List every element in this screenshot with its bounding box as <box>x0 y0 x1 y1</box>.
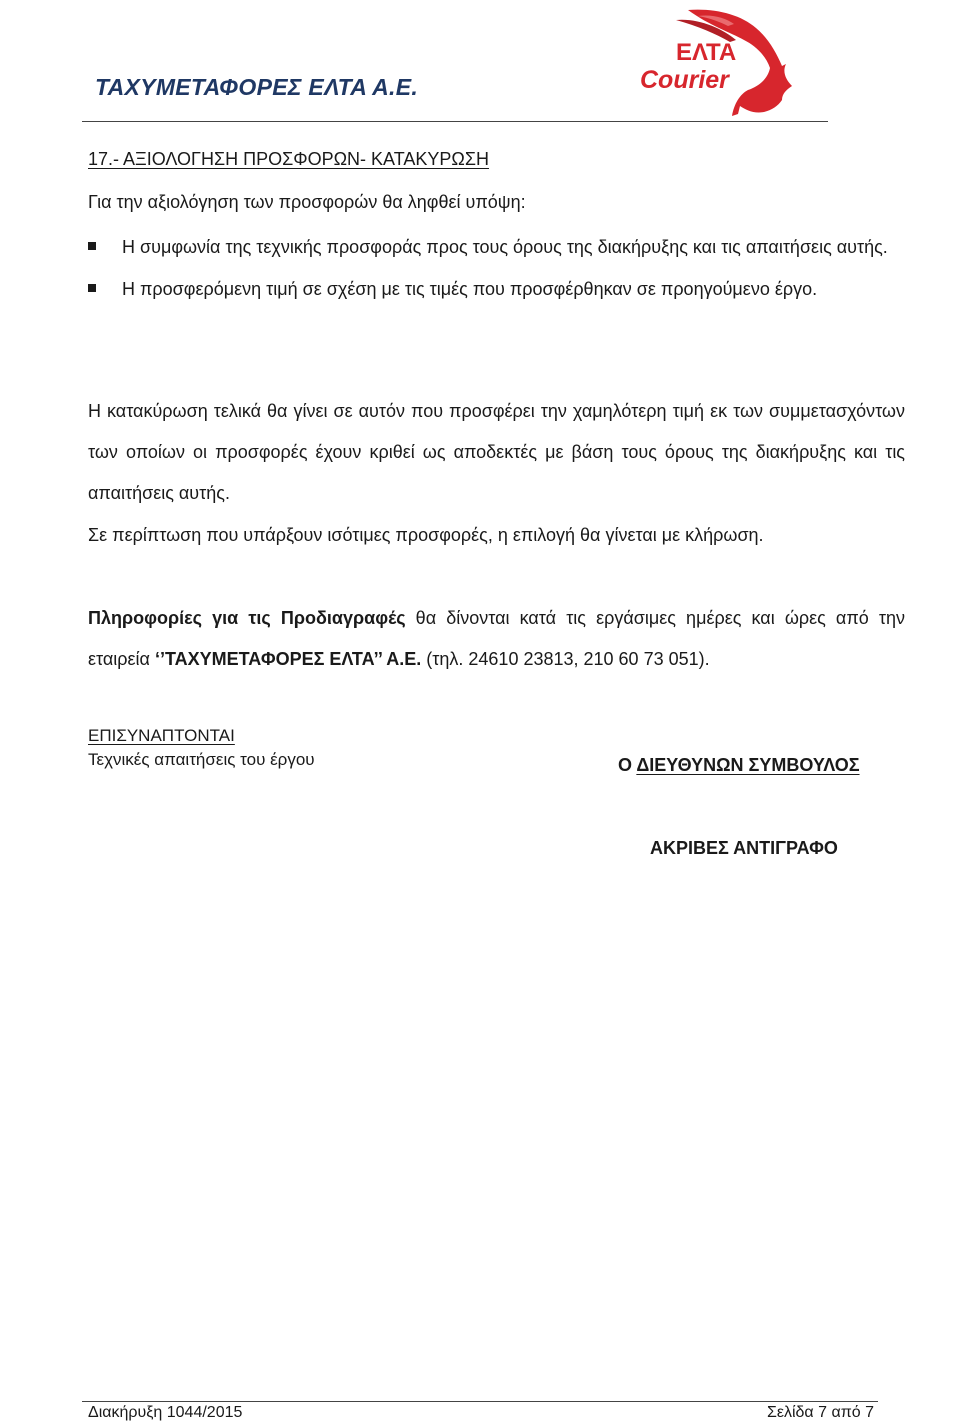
attachments-heading: ΕΠΙΣΥΝΑΠΤΟΝΤΑΙ <box>88 726 235 745</box>
footer-page-number: Σελίδα 7 από 7 <box>766 1404 874 1421</box>
list-item-text: Η συμφωνία της τεχνικής προσφοράς προς τους όρους της διακήρυξης και τις απαιτήσεις αυτής. <box>122 237 888 257</box>
info-bold-lead: Πληροφορίες για τις Προδιαγραφές <box>88 608 406 628</box>
list-item <box>88 268 905 310</box>
section-title: 17.- ΑΞΙΟΛΟΓΗΣΗ ΠΡΟΣΦΟΡΩΝ- ΚΑΤΑΚΥΡΩΣΗ <box>88 149 489 169</box>
certified-copy-label: ΑΚΡΙΒΕΣ ΑΝΤΙΓΡΑΦΟ <box>650 838 838 858</box>
signature-role-prefix: Ο <box>618 755 637 775</box>
info-text-1: θα δίνονται κατά τις εργάσιμες ημέρες και ώρες από την εταιρεία <box>88 608 906 669</box>
signature-role <box>618 755 860 776</box>
square-bullet-icon <box>88 242 96 250</box>
info-text-2: (τηλ. 24610 23813, 210 60 73 051). <box>421 649 710 669</box>
header-company-title: ΤΑΧΥΜΕΤΑΦΟΡΕΣ ΕΛΤΑ Α.Ε. <box>95 74 419 100</box>
elta-courier-logo <box>636 6 804 118</box>
logo-text-courier: Courier <box>640 66 729 94</box>
header-divider <box>82 121 828 122</box>
logo-text-elta: ΕΛΤΑ <box>676 39 737 66</box>
intro-text: Για την αξιολόγηση των προσφορών θα ληφθεί υπόψη: <box>88 192 526 212</box>
footer-document-ref: Διακήρυξη 1044/2015 <box>88 1404 243 1421</box>
award-paragraph: Η κατακύρωση τελικά θα γίνει σε αυτόν που προσφέρει την χαμηλότερη τιμή εκ των συμμετασχόντων των οποίων οι προσφορές έχουν κριθεί ως αποδεκτές με βάση τους όρους της διακήρυξης και τις απαιτήσεις αυτής. <box>88 401 905 503</box>
list-item <box>88 226 905 268</box>
square-bullet-icon <box>88 284 96 292</box>
attachments-item: Τεχνικές απαιτήσεις του έργου <box>88 750 315 769</box>
info-paragraph <box>88 598 905 680</box>
list-item-text: Η προσφερόμενη τιμή σε σχέση με τις τιμές που προσφέρθηκαν σε προηγούμενο έργο. <box>122 279 818 299</box>
criteria-list <box>88 226 905 310</box>
tie-paragraph: Σε περίπτωση που υπάρξουν ισότιμες προσφορές, η επιλογή θα γίνεται με κλήρωση. <box>88 525 764 545</box>
info-company-name: ‘’ΤΑΧΥΜΕΤΑΦΟΡΕΣ ΕΛΤΑ’’ Α.Ε. <box>154 649 422 669</box>
signature-role-title: ΔΙΕΥΘΥΝΩΝ ΣΥΜΒΟΥΛΟΣ <box>636 755 860 775</box>
footer-divider <box>82 1401 878 1402</box>
